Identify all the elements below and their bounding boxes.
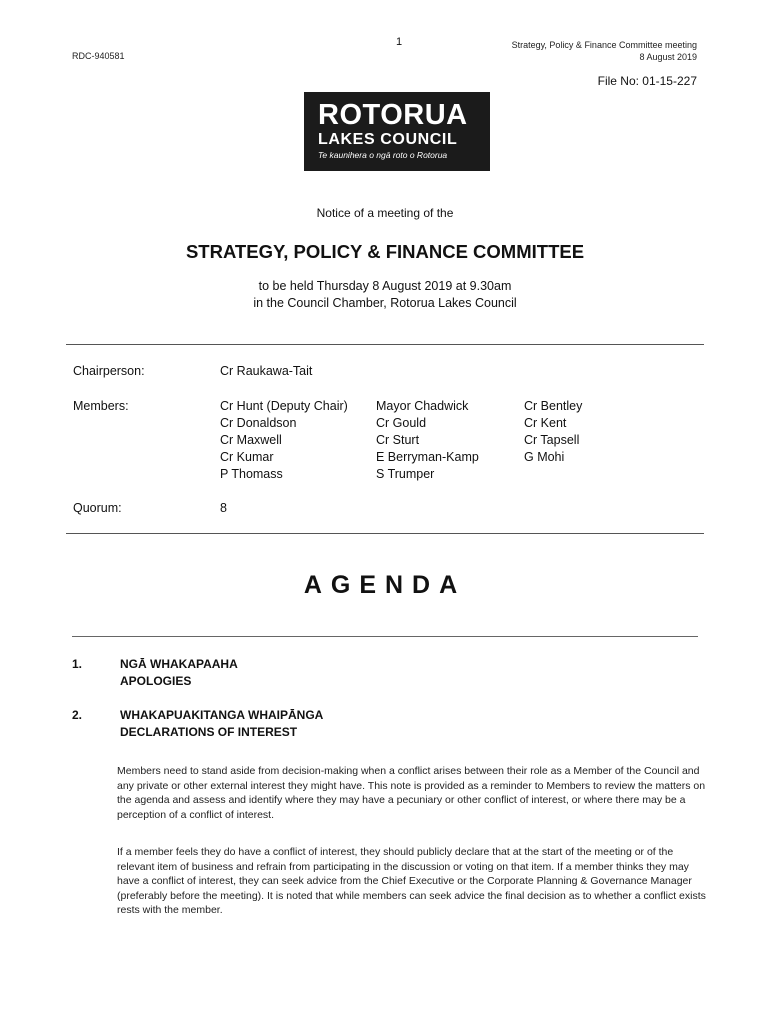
- document-reference: RDC-940581: [72, 51, 125, 61]
- quorum-value: 8: [220, 501, 227, 515]
- member: Cr Tapsell: [524, 433, 580, 447]
- member: Cr Kent: [524, 416, 567, 430]
- chairperson-value: Cr Raukawa-Tait: [220, 364, 313, 378]
- member: E Berryman-Kamp: [376, 450, 479, 464]
- logo-line-1: ROTORUA: [318, 99, 468, 131]
- divider: [72, 636, 698, 637]
- chairperson-label: Chairperson:: [73, 364, 145, 378]
- logo-line-2: LAKES COUNCIL: [318, 131, 458, 148]
- member: G Mohi: [524, 450, 565, 464]
- file-number: File No: 01-15-227: [597, 74, 697, 88]
- agenda-item-apologies: [120, 656, 238, 690]
- divider: [66, 344, 704, 345]
- item-heading-english: DECLARATIONS OF INTEREST: [120, 725, 298, 739]
- member: Cr Hunt (Deputy Chair): [220, 399, 348, 413]
- item-heading-maori: WHAKAPUAKITANGA WHAIPĀNGA: [120, 708, 324, 722]
- paragraph-conflict-procedure: If a member feels they do have a conflict of interest, they should publicly declare that at the start of the meeting or of the relevant item of business and refrain from participating in the discussion or voting on that item. If a member thinks they may have a conflict of interest, they can seek advice from the Chief Executive or the Corporate Planning & Governance Manager (preferably before the meeting). It is noted that while members can seek advice the final decision as to whether a conflict exists rests with the member.: [117, 846, 706, 917]
- meeting-venue: in the Council Chamber, Rotorua Lakes Council: [253, 296, 517, 310]
- quorum-label: Quorum:: [73, 501, 122, 515]
- member: S Trumper: [376, 467, 435, 481]
- agenda-item-declarations: [120, 707, 323, 741]
- member: P Thomass: [220, 467, 283, 481]
- meeting-name: Strategy, Policy & Finance Committee meeting: [511, 40, 697, 50]
- committee-title: STRATEGY, POLICY & FINANCE COMMITTEE: [185, 241, 585, 262]
- paragraph-conflict-note: Members need to stand aside from decision-making when a conflict arises between their role as a Member of the Council and any private or other external interest they might have. This note is provided as a reminder to Members to review the matters on the agenda and assess and identify where they may have a pecuniary or other conflict of interest, or where there may be a perception of a conflict of interest.: [117, 765, 706, 821]
- member: Cr Donaldson: [220, 416, 297, 430]
- meeting-time: to be held Thursday 8 August 2019 at 9.30am: [258, 279, 512, 293]
- members-column-1: [220, 398, 348, 483]
- item-heading-maori: NGĀ WHAKAPAAHA: [120, 657, 238, 671]
- member: Mayor Chadwick: [376, 399, 469, 413]
- item-number: 2.: [72, 708, 83, 722]
- member: Cr Maxwell: [220, 433, 282, 447]
- council-logo: [304, 92, 490, 171]
- member: Cr Sturt: [376, 433, 420, 447]
- members-column-2: [376, 398, 479, 483]
- meeting-date: 8 August 2019: [639, 52, 697, 62]
- running-header: [512, 39, 697, 63]
- member: Cr Bentley: [524, 399, 583, 413]
- members-column-3: [524, 398, 582, 466]
- item-heading-english: APOLOGIES: [120, 674, 192, 688]
- logo-line-3: Te kaunihera o ngā roto o Rotorua: [318, 150, 448, 160]
- agenda-heading: AGENDA: [303, 571, 467, 599]
- item-number: 1.: [72, 657, 83, 671]
- members-label: Members:: [73, 399, 129, 413]
- page-number: 1: [396, 36, 403, 48]
- member: Cr Gould: [376, 416, 427, 430]
- divider: [66, 533, 704, 534]
- member: Cr Kumar: [220, 450, 274, 464]
- meeting-notice: Notice of a meeting of the: [316, 206, 454, 220]
